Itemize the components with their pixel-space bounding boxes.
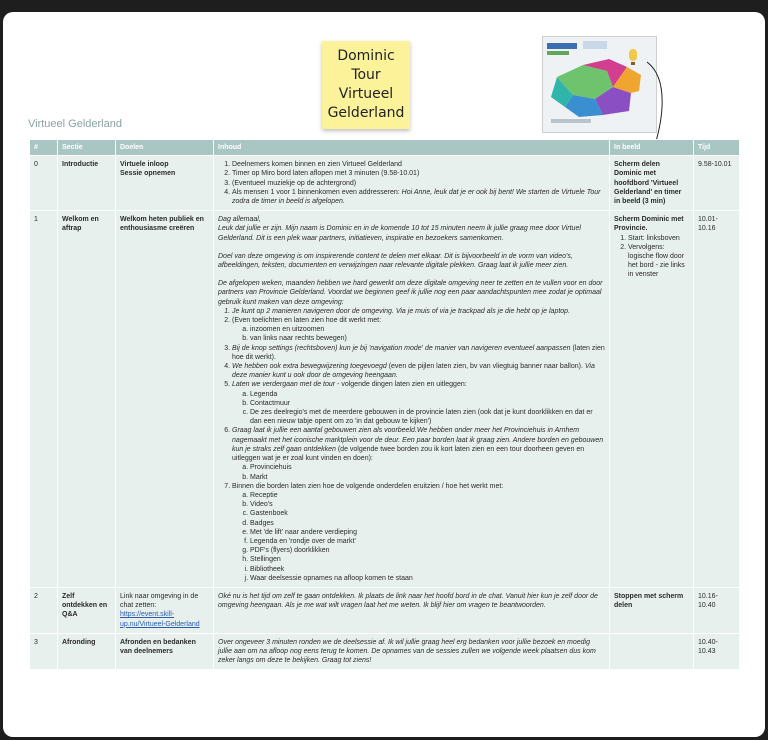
paragraph: De afgelopen weken, maanden hebben we hard gewerkt om deze digitale omgeving neer te zetten en te vullen voor en door partners van Provincie Gelderland. Voordat we beginnen geef ik jullie nog een paar aandachtspunten mee zodat je optimaal gebruik kunt maken van deze omgeving: xyxy=(218,280,603,306)
list-item: c. Gastenboek xyxy=(250,509,605,518)
cell-sectie: Zelf ontdekken en Q&A xyxy=(58,587,116,633)
cell-doelen: Welkom heten publiek en enthousiasme creëren xyxy=(116,211,214,588)
cell-inhoud: Oké nu is het tijd om zelf te gaan ontdekken. Ik plaats de link naar het hoofd bord in de chat. Vanuit hier kun je zelf door de omgeving heengaan. Als je me wat wilt vragen laat het me weten. Ik blijf hier om vragen te beantwoorden. xyxy=(214,587,610,633)
cell-inhoud xyxy=(214,156,610,211)
doelen-line: Virtuele inloop xyxy=(120,161,169,169)
list-item: b. Markt xyxy=(250,473,605,482)
cell-num: 2 xyxy=(30,587,58,633)
list-item: h. Stellingen xyxy=(250,555,605,564)
doelen-text: Link naar omgeving in de chat zetten: xyxy=(120,592,199,610)
paragraph: Leuk dat jullie er zijn. Mijn naam is Dominic en in de komende 10 tot 15 minuten neem ik jullie graag mee door Virtuel Gelderland. Dit is een plek waar partners, initiatieven, inspiratie en bezoekers samenkomen. xyxy=(218,225,581,242)
in-beeld-title: Scherm Dominic met Provincie. xyxy=(614,216,684,233)
list-item: 3. (Eventueel muziekje op de achtergrond) xyxy=(232,179,605,188)
cell-doelen xyxy=(116,587,214,633)
cell-tijd: 9.58-10.01 xyxy=(694,156,740,211)
cell-sectie: Afronding xyxy=(58,633,116,670)
cell-doelen: Afronden en bedanken van deelnemers xyxy=(116,633,214,670)
header-num: # xyxy=(30,140,58,156)
list-item: c. De zes deelregio's met de meerdere gebouwen in de provincie laten zien (ook dat je kunt doorklikken en dat er dan een nieuw tabje opent om zo 'in dat gebouw te kijken') xyxy=(250,408,605,426)
list-item: 4. We hebben ook extra bewegwijzering toegevoegd (even de pijlen laten zien, bv van vliegtuig banner naar ballon). Via deze manier kunt u ook door de omgeving heengaan. xyxy=(232,362,605,380)
list-item: a. Legenda xyxy=(250,390,605,399)
list-item: 3. Bij de knop settings (rechtsboven) kun je bij 'navigation mode' de manier van navigeren eventueel aanpassen (laten zien hoe dit werkt). xyxy=(232,344,605,362)
list-item: e. Met 'de lift' naar andere verdieping xyxy=(250,528,605,537)
list-item: a. Receptie xyxy=(250,491,605,500)
sticky-line-1: Dominic xyxy=(337,48,395,64)
section-title: Virtueel Gelderland xyxy=(28,118,122,130)
cell-doelen xyxy=(116,156,214,211)
cell-inhoud xyxy=(214,211,610,588)
table-row xyxy=(30,211,740,588)
list-item: 6. Graag laat ik jullie een aantal gebouwen zien als voorbeeld.We hebben onder meer het Provinciehuis in Arnhem nagemaakt met het iconische marktplein voor de deur. Een paar borden laat ik graag zien. Andere borden en gebouwen kun je straks zelf gaan ontdekken (de volgende twee borden zou ik kort laten zien en een tour doorheen geven en uitleggen wat je er zoal kunt vinden en doen): a. Provinciehuis b. Markt xyxy=(232,426,605,481)
cell-in-beeld: Scherm delen Dominic met hoofdbord 'Virtueel Gelderland' en timer in beeld (3 min) xyxy=(610,156,694,211)
header-tijd: Tijd xyxy=(694,140,740,156)
cell-in-beeld xyxy=(610,633,694,670)
cell-tijd: 10.40-10.43 xyxy=(694,633,740,670)
header-in-beeld: In beeld xyxy=(610,140,694,156)
header-sectie: Sectie xyxy=(58,140,116,156)
paragraph: Dag allemaal, xyxy=(218,216,261,224)
table-header-row xyxy=(30,140,740,156)
list-item: 7. Binnen die borden laten zien hoe de volgende onderdelen eruitzien / hoe het werkt met: a. Receptie b. Video's c. Gastenboek d. Badges e. Met 'de lift' naar andere verdieping f. Legenda en 'rondje over de markt' g. PDF's (flyers) doorklikken h. Stellingen i. Bibliotheek j. Waar deelsessie opnames na afloop komen te staan xyxy=(232,482,605,583)
list-item: i. Bibliotheek xyxy=(250,565,605,574)
cell-num: 0 xyxy=(30,156,58,211)
table-row xyxy=(30,633,740,670)
list-item: f. Legenda en 'rondje over de markt' xyxy=(250,537,605,546)
sticky-note-title[interactable] xyxy=(322,41,410,129)
list-item: 2. Vervolgens: logische flow door het bord - zie links in venster xyxy=(628,243,689,280)
cell-inhoud: Over ongeveer 3 minuten ronden we de deelsessie af. Ik wil jullie graag heel erg bedanken voor jullie bezoek en moedig jullie aan om na afloop nog eens terug te komen. De opnames van de sessies zullen we volgende week plaatsen dus kom zeker langs om deze te bekijken. Graag tot ziens! xyxy=(214,633,610,670)
list-item: 1. Deelnemers komen binnen en zien Virtueel Gelderland xyxy=(232,160,605,169)
list-item: j. Waar deelsessie opnames na afloop komen te staan xyxy=(250,574,605,583)
cell-sectie: Introductie xyxy=(58,156,116,211)
paragraph: Doel van deze omgeving is om inspirerende content te delen met elkaar. Dit is bijvoorbeeld in de vorm van video's, afbeeldingen, teksten, documenten en verwijzingen naar relevante digitale plekken. Graag laat ik jullie meer zien. xyxy=(218,252,573,270)
list-item: a. inzoomen en uitzoomen xyxy=(250,325,605,334)
cell-num: 3 xyxy=(30,633,58,670)
list-item: 2. Timer op Miro bord laten aflopen met 3 minuten (9.58-10.01) xyxy=(232,169,605,178)
list-item: b. Contactmuur xyxy=(250,399,605,408)
cell-tijd: 10.16-10.40 xyxy=(694,587,740,633)
doelen-line: Sessie opnemen xyxy=(120,170,176,178)
table-row xyxy=(30,156,740,211)
sticky-line-3: Virtueel xyxy=(338,86,394,102)
list-item: 5. Laten we verdergaan met de tour - volgende dingen laten zien en uitleggen: a. Legenda b. Contactmuur c. De zes deelregio's met de meerdere gebouwen in de provincie laten zien (ook dat je kunt doorklikken en dat er dan een nieuw tabje opent om zo 'in dat gebouw te kijken') xyxy=(232,380,605,426)
cell-sectie: Welkom en aftrap xyxy=(58,211,116,588)
list-item: 2. (Even toelichten en laten zien hoe dit werkt met: a. inzoomen en uitzoomen b. van links naar rechts bewegen) xyxy=(232,316,605,344)
header-inhoud: Inhoud xyxy=(214,140,610,156)
event-link[interactable]: https://event.skill-up.nu/Virtueel-Gelderland xyxy=(120,611,200,628)
cell-num: 1 xyxy=(30,211,58,588)
list-item: 1. Je kunt op 2 manieren navigeren door de omgeving. Via je muis of via je trackpad als je die hebt op je laptop. xyxy=(232,307,605,316)
list-item: d. Badges xyxy=(250,519,605,528)
list-item: a. Provinciehuis xyxy=(250,463,605,472)
sticky-line-4: Gelderland xyxy=(327,105,405,121)
table-row xyxy=(30,587,740,633)
agenda-table xyxy=(29,139,740,670)
list-item: 1. Start: linksboven xyxy=(628,234,689,243)
cell-in-beeld xyxy=(610,211,694,588)
sticky-line-2: Tour xyxy=(351,67,381,83)
list-item: g. PDF's (flyers) doorklikken xyxy=(250,546,605,555)
cell-tijd: 10.01-10.16 xyxy=(694,211,740,588)
cell-in-beeld: Stoppen met scherm delen xyxy=(610,587,694,633)
miro-board[interactable] xyxy=(3,12,765,737)
list-item: b. van links naar rechts bewegen) xyxy=(250,334,605,343)
header-doelen: Doelen xyxy=(116,140,214,156)
list-item: 4. Als mensen 1 voor 1 binnenkomen even addresseren: Hoi Anne, leuk dat je er ook bij bent! We starten de Virtuele Tour zodra de timer in beeld is afgelopen. xyxy=(232,188,605,206)
list-item: b. Video's xyxy=(250,500,605,509)
